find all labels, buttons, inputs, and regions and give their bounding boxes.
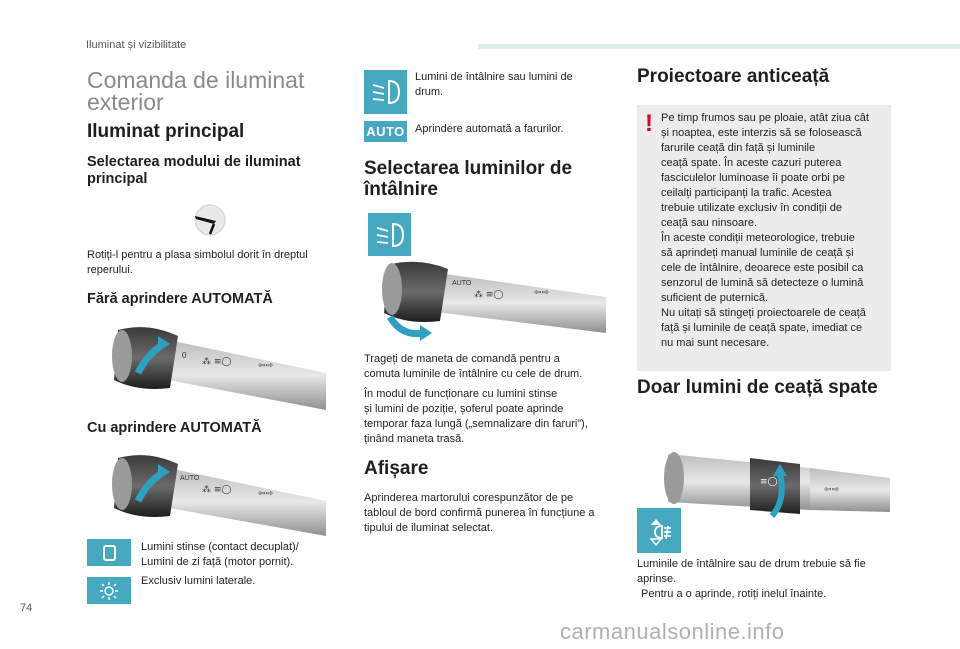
pull-stalk-illustration xyxy=(378,255,606,345)
display-text: Aprinderea martorului corespunzător de pe tabloul de bord confirmă punerea în funcțiune a tipului de iluminat selectat. xyxy=(364,492,595,534)
low-beam-icon-2 xyxy=(368,213,411,256)
page-title: Comanda de iluminat exterior xyxy=(87,67,305,115)
svg-text:⁂ ≡◯: ⁂ ≡◯ xyxy=(474,290,504,300)
rear-fog-icon xyxy=(637,508,681,553)
fog-heading: Proiectoare anticeață xyxy=(637,66,830,87)
stalk-auto-label: AUTO xyxy=(180,475,200,482)
svg-text:⇦⇨: ⇦⇨ xyxy=(534,288,550,298)
main-heading: Iluminat principal xyxy=(87,121,245,142)
light-stalk-illustration xyxy=(108,318,326,410)
watermark[interactable]: carmanualsonline.info xyxy=(560,619,785,644)
rear-fog-stalk-illustration xyxy=(660,432,890,528)
svg-text:≡◯: ≡◯ xyxy=(760,477,778,487)
lights-off-icon xyxy=(87,539,131,566)
auto-text: Aprindere automată a farurilor. xyxy=(415,123,564,135)
reference-marker-icon xyxy=(190,202,230,238)
light-stalk-auto-illustration xyxy=(108,446,326,536)
svg-text:⇦⇨: ⇦⇨ xyxy=(824,485,840,495)
section-header: Iluminat și vizibilitate xyxy=(86,39,187,51)
select-heading: Selectarea luminilor de întâlnire xyxy=(364,158,573,200)
header-bar xyxy=(478,44,960,49)
flash-text: În modul de funcționare cu lumini stinse și lumini de poziție, șoferul poate aprinde temporar faza lungă („semnalizare din faruri”), ținând maneta trasă. xyxy=(364,388,588,445)
stalk-zero-label: 0 xyxy=(182,351,187,360)
svg-text:⇦⇨: ⇦⇨ xyxy=(258,361,274,371)
pull-text: Trageți de maneta de comandă pentru a comuta luminile de întâlnire cu cele de drum. xyxy=(364,353,583,380)
rotate-instruction: Rotiți-l pentru a plasa simbolul dorit în dreptul reperului. xyxy=(87,249,308,276)
warning-icon: ! xyxy=(645,110,653,137)
without-auto-heading: Fără aprindere AUTOMATĂ xyxy=(87,291,273,307)
svg-text:⁂ ≡◯: ⁂ ≡◯ xyxy=(202,485,232,495)
side-lights-text: Exclusiv lumini laterale. xyxy=(141,575,256,587)
rear-fog-heading: Doar lumini de ceață spate xyxy=(637,377,878,398)
svg-text:⁂ ≡◯: ⁂ ≡◯ xyxy=(202,357,232,367)
stalk-auto-label-2: AUTO xyxy=(452,280,472,287)
page-number: 74 xyxy=(20,602,33,614)
sub-heading: Selectarea modului de iluminat principal xyxy=(87,154,301,187)
side-lights-icon xyxy=(87,577,131,604)
low-beam-icon xyxy=(364,70,407,114)
auto-icon: AUTO xyxy=(364,121,407,142)
warning-text: Pe timp frumos sau pe ploaie, atât ziua cât și noaptea, este interzis să se folosească farurile ceață din față și luminile ceață spate. În aceste cazuri puterea fasciculelor luminoase îi poate orbi pe ceilalți participanți la trafic. Acestea trebuie utilizate exclusiv în condiții de ceață sau ninsoare. În aceste condiții meteorologice, trebuie să aprindeți manual luminile de ceață și cele de întâlnire, deoarece este posibil ca senzorul de lumină să detecteze o lumină suficient de puternică. Nu uitați să stingeți proiectoarele de ceață față și luminile de ceață spate, imediat ce nu mai sunt necesare. xyxy=(661,112,869,349)
warning-box xyxy=(637,105,891,371)
rear-fog-step: Pentru a o aprinde, rotiți inelul înainte. xyxy=(641,588,827,600)
svg-text:⇦⇨: ⇦⇨ xyxy=(258,489,274,499)
lights-off-text: Lumini stinse (contact decuplat)/ Lumini de zi față (motor pornit). xyxy=(141,541,299,568)
rear-fog-text: Luminile de întâlnire sau de drum trebuie să fie aprinse. Pentru a o aprinde, rotiți inelul înainte. xyxy=(637,558,866,600)
with-auto-heading: Cu aprindere AUTOMATĂ xyxy=(87,420,262,436)
display-heading: Afișare xyxy=(364,458,429,479)
beam-text: Lumini de întâlnire sau lumini de drum. xyxy=(415,71,573,98)
